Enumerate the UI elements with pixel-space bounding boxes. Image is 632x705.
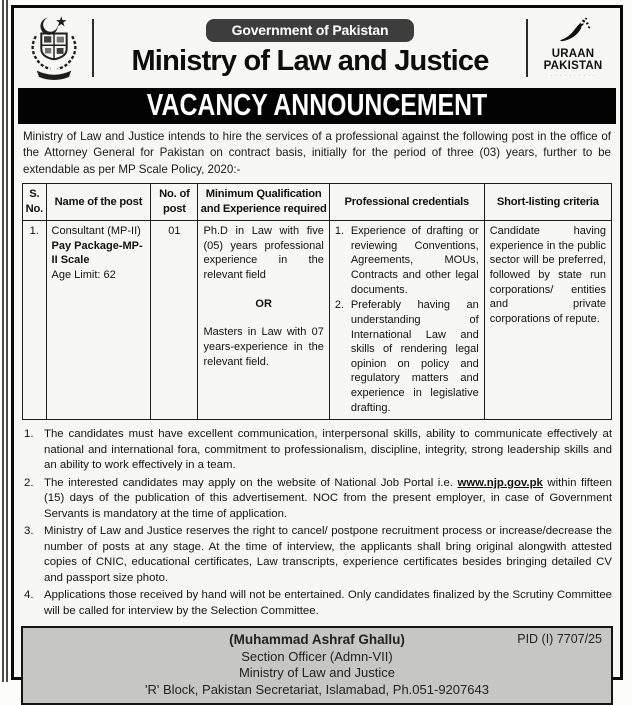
- criteria-text: Candidate having experience in the public sector will be preferred, followed by state run corporations/ entities and private corporations of repute.: [489, 225, 606, 325]
- newspaper-column-rule: [2, 0, 4, 682]
- col-header-sno: S. No.: [23, 184, 47, 221]
- njp-portal-link[interactable]: www.njp.gov.pk: [457, 476, 543, 489]
- cell-sno: 1.: [23, 221, 47, 420]
- qualification-option-1: Ph.D in Law with five (05) years professional experience in the relevant field: [203, 225, 324, 282]
- banner-text: VACANCY ANNOUNCEMENT: [146, 88, 488, 122]
- post-age-limit: Age Limit: 62: [51, 269, 116, 282]
- header-divider: [92, 19, 94, 77]
- credential-text: Preferably having an understanding of International Law and skills of rendering legal opinion on policy and regulatory matters and experience in legislative drafting.: [350, 299, 479, 414]
- cell-credentials: [329, 221, 484, 420]
- qualification-option-2: Masters in Law with 07 years-experience in the relevant field.: [203, 326, 324, 368]
- uraan-logo-line2: PAKISTAN: [543, 59, 603, 72]
- intro-paragraph: Ministry of Law and Justice intends to hire the services of a professional against the following post in the office of the Attorney General for Pakistan on contract basis, initially for the period of three (03) years, further to be extendable as per MP Scale Policy, 2020:-: [23, 130, 611, 176]
- credential-item: [335, 224, 479, 297]
- office-address: 'R' Block, Pakistan Secretariat, Islamabad, Ph.051-9207643: [145, 681, 489, 697]
- header-divider: [526, 19, 528, 77]
- credential-number: 1.: [334, 225, 345, 238]
- uraan-logo-line1: URAAN: [551, 48, 595, 61]
- note-item: [20, 427, 612, 474]
- note-text: [44, 476, 612, 523]
- government-badge: Government of Pakistan: [206, 19, 415, 42]
- header-titles: [100, 19, 520, 78]
- note-text-after: within fifteen (15) days of the publication of this advertisement. NOC from the present employer, in case of Government Servants is mandatory at the time of application.: [44, 476, 612, 520]
- note-number: 3.: [24, 525, 34, 538]
- uraan-pakistan-logo: [534, 17, 612, 79]
- vacancy-announcement-banner: [18, 88, 616, 124]
- vacancy-table: [22, 183, 612, 420]
- note-text: The candidates must have excellent communication, interpersonal skills, ability to communicate effectively at national and international fora, commitment to professionalism, discipline, integrity, strong leadership skills and an ability to work effectively in a team.: [44, 428, 612, 472]
- note-number: 4.: [24, 589, 34, 602]
- col-header-criteria: Short-listing criteria: [484, 184, 611, 221]
- newspaper-column-rule: [6, 0, 8, 682]
- credential-item: [335, 298, 479, 415]
- note-item: [20, 588, 612, 619]
- pid-number: PID (I) 7707/25: [517, 632, 602, 647]
- post-title: Consultant (MP-II): [51, 225, 141, 238]
- note-text: Ministry of Law and Justice reserves the right to cancel/ postpone recruitment process or increase/decrease the number of posts at any stage. At the time of interview, the applicants shall bring original alongwith attested copies of CNIC, educational certificates, Law transcripts, experience certificates besides bringing detailed CV and passport size photo.: [44, 525, 612, 584]
- cell-post-name: [46, 221, 151, 420]
- note-text-before: The interested candidates may apply on the website of National Job Portal i.e.: [44, 476, 458, 489]
- cell-qualification: [198, 221, 329, 420]
- uraan-bird-icon: [554, 17, 592, 45]
- note-number: 2.: [24, 476, 34, 489]
- qualification-or: OR: [255, 297, 272, 310]
- col-header-credentials: Professional credentials: [329, 184, 484, 221]
- pakistan-state-emblem-icon: [22, 14, 86, 82]
- signature-box: [21, 626, 613, 705]
- note-number: 1.: [24, 428, 34, 441]
- officer-ministry: Ministry of Law and Justice: [238, 665, 396, 681]
- table-header-row: [23, 184, 612, 221]
- col-header-qualification: Minimum Qualification and Experience required: [198, 184, 329, 221]
- table-row: [23, 221, 612, 420]
- officer-designation: Section Officer (Admn-VII): [241, 648, 393, 664]
- col-header-num-posts: No. of post: [151, 184, 198, 221]
- cell-criteria: [484, 221, 611, 420]
- advert-header: [14, 8, 620, 86]
- vacancy-advert-frame: [11, 5, 623, 697]
- post-pay-package: Pay Package-MP-II Scale: [51, 239, 143, 267]
- cell-num-posts: 01: [151, 221, 198, 420]
- uraan-logo-tagline: · · · · · · · · · ·: [550, 73, 596, 79]
- note-item: [20, 476, 612, 523]
- notes-list: [14, 422, 620, 623]
- ministry-title: Ministry of Law and Justice: [131, 44, 489, 77]
- officer-name: (Muhammad Ashraf Ghallu): [229, 632, 405, 648]
- col-header-post-name: Name of the post: [46, 184, 151, 221]
- credential-text: Experience of drafting or reviewing Conventions, Agreements, MOUs, Contracts and other legal documents.: [350, 225, 479, 296]
- credential-number: 2.: [334, 299, 345, 312]
- note-text: Applications those received by hand will not be entertained. Only candidates finalized by the Scrutiny Committee will be called for interview by the Selection Committee.: [44, 589, 612, 617]
- note-item: [20, 524, 612, 586]
